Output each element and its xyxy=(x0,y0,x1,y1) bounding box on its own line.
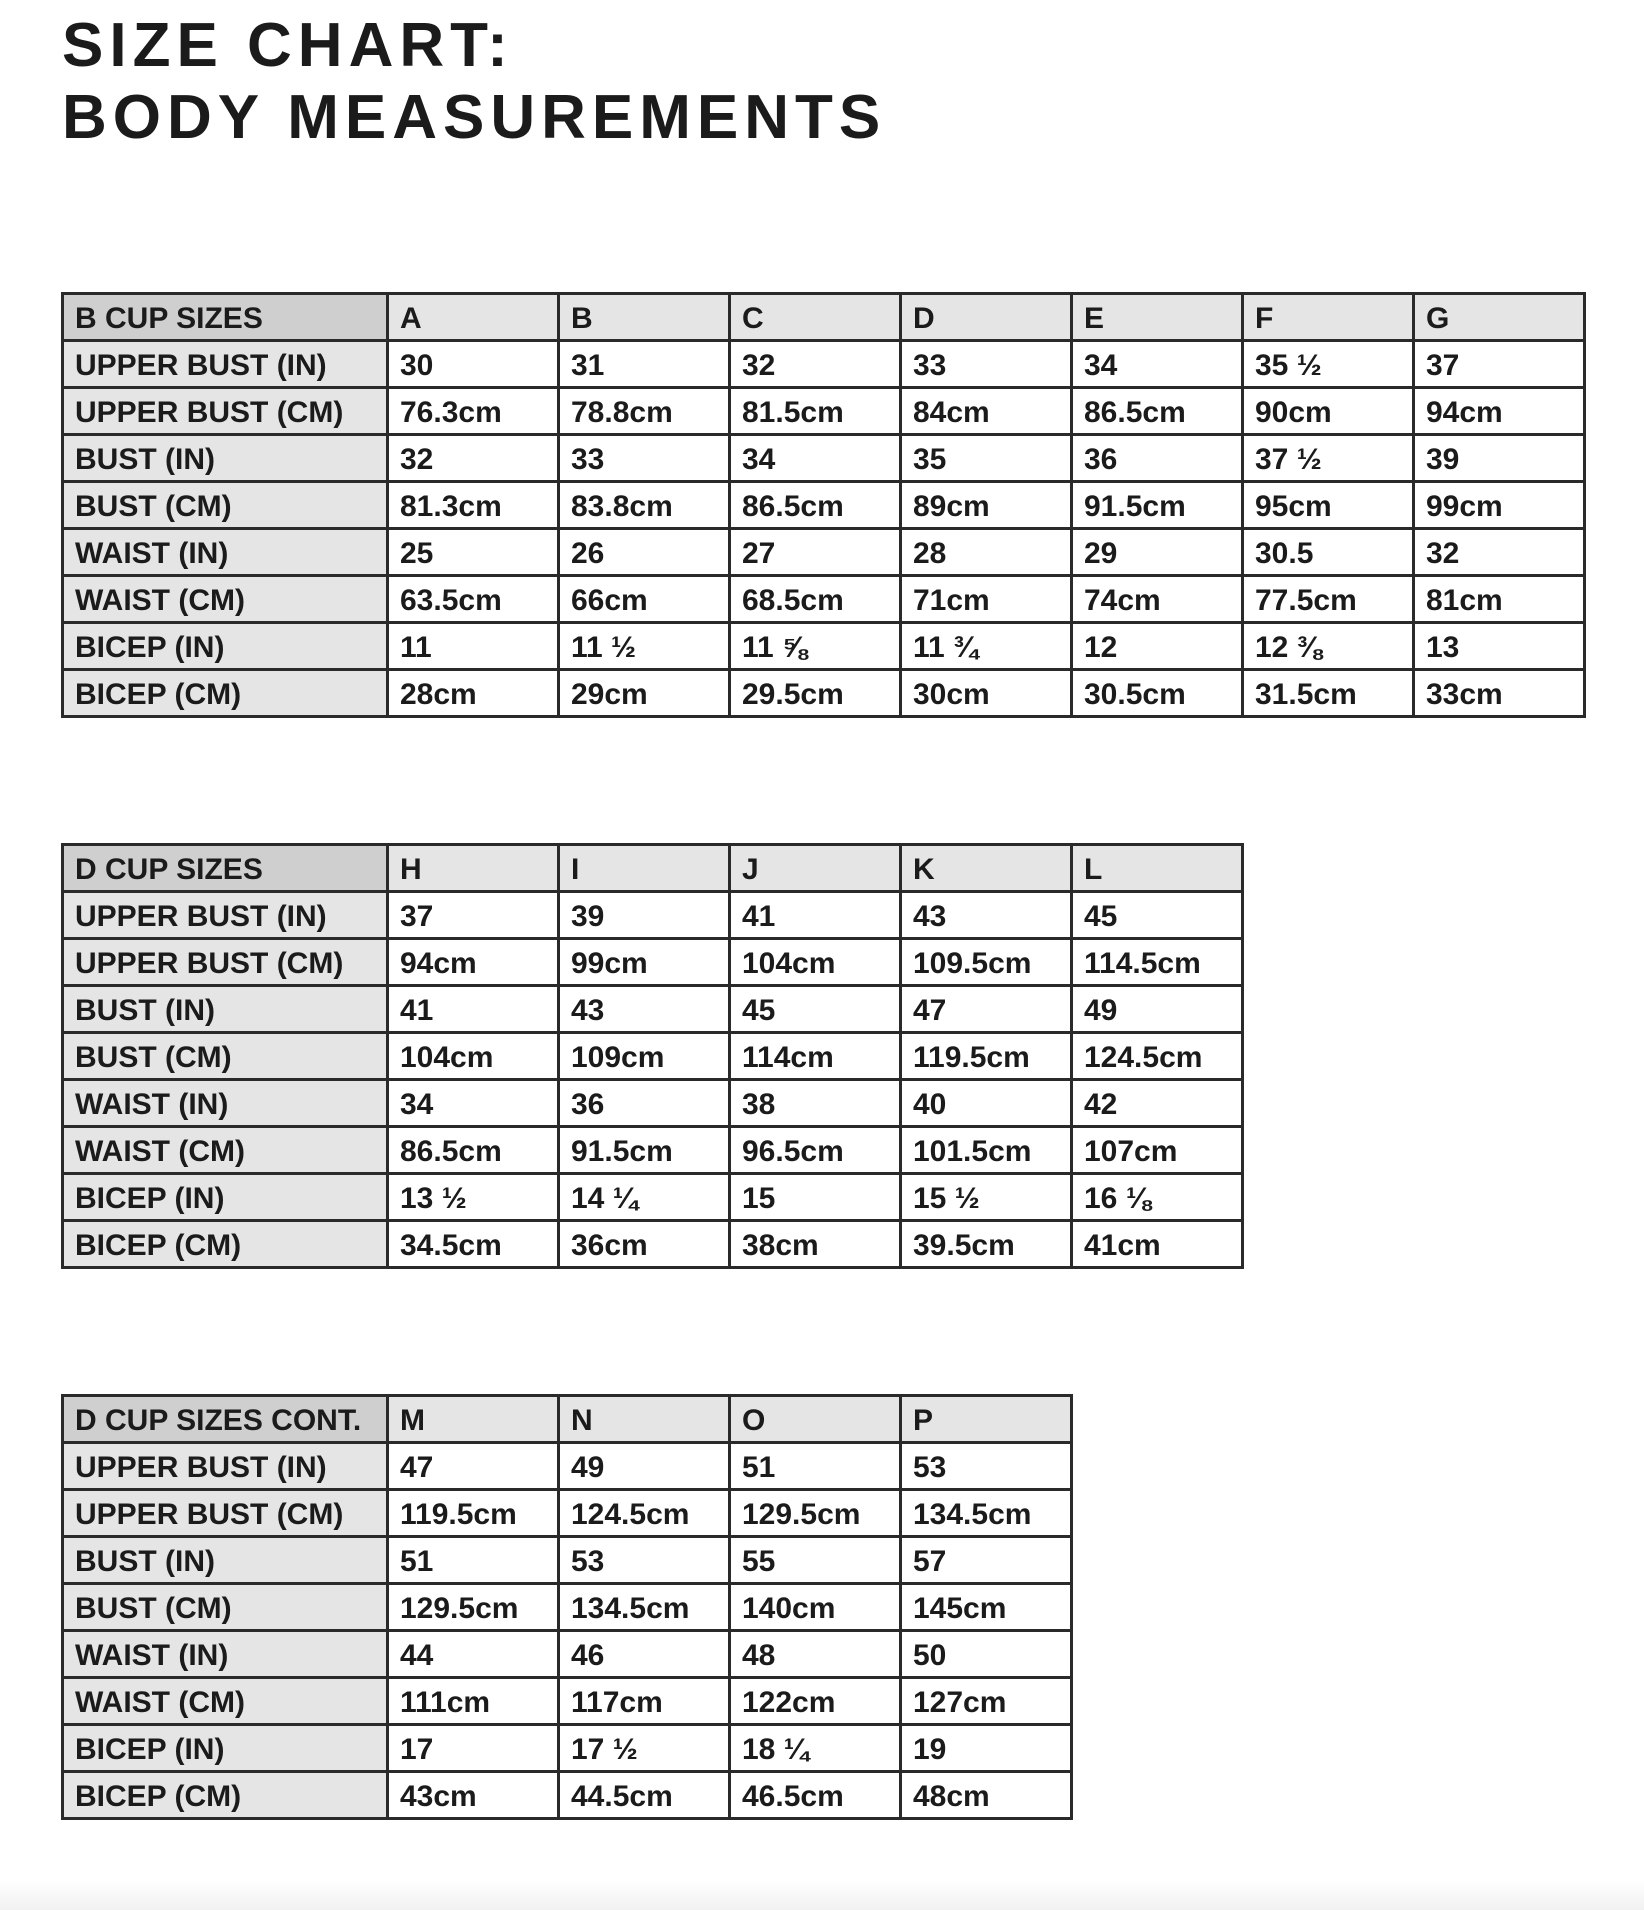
measurement-value: 99cm xyxy=(559,939,730,986)
measurement-value: 84cm xyxy=(901,388,1072,435)
measurement-value: 74cm xyxy=(1072,576,1243,623)
measurement-value: 57 xyxy=(901,1537,1072,1584)
measurement-value: 42 xyxy=(1072,1080,1243,1127)
measurement-value: 140cm xyxy=(730,1584,901,1631)
measurement-value: 76.3cm xyxy=(388,388,559,435)
measurement-label: BUST (IN) xyxy=(63,986,388,1033)
measurement-value: 53 xyxy=(559,1537,730,1584)
measurement-value: 91.5cm xyxy=(559,1127,730,1174)
table-row xyxy=(63,986,1243,1033)
table-row xyxy=(63,1033,1243,1080)
measurement-value: 32 xyxy=(388,435,559,482)
table-row xyxy=(63,1221,1243,1268)
table-row xyxy=(63,1631,1072,1678)
measurement-value: 95cm xyxy=(1243,482,1414,529)
measurement-label: WAIST (CM) xyxy=(63,576,388,623)
measurement-value: 17 xyxy=(388,1725,559,1772)
measurement-value: 129.5cm xyxy=(730,1490,901,1537)
measurement-value: 36cm xyxy=(559,1221,730,1268)
table-row xyxy=(63,576,1585,623)
measurement-value: 119.5cm xyxy=(901,1033,1072,1080)
measurement-value: 50 xyxy=(901,1631,1072,1678)
measurement-value: 91.5cm xyxy=(1072,482,1243,529)
measurement-value: 39.5cm xyxy=(901,1221,1072,1268)
measurement-value: 49 xyxy=(1072,986,1243,1033)
size-label: G xyxy=(1414,294,1585,341)
measurement-label: UPPER BUST (CM) xyxy=(63,388,388,435)
size-label: A xyxy=(388,294,559,341)
measurement-value: 104cm xyxy=(388,1033,559,1080)
measurement-value: 71cm xyxy=(901,576,1072,623)
size-label: I xyxy=(559,845,730,892)
measurement-value: 35 xyxy=(901,435,1072,482)
measurement-value: 11 xyxy=(388,623,559,670)
measurement-value: 34 xyxy=(1072,341,1243,388)
table-row xyxy=(63,435,1585,482)
measurement-value: 17 ½ xyxy=(559,1725,730,1772)
measurement-value: 19 xyxy=(901,1725,1072,1772)
table-header-row xyxy=(63,845,1243,892)
measurement-value: 68.5cm xyxy=(730,576,901,623)
measurement-label: BUST (CM) xyxy=(63,482,388,529)
measurement-value: 51 xyxy=(730,1443,901,1490)
size-label: H xyxy=(388,845,559,892)
measurement-value: 38cm xyxy=(730,1221,901,1268)
measurement-value: 36 xyxy=(559,1080,730,1127)
measurement-value: 40 xyxy=(901,1080,1072,1127)
measurement-value: 129.5cm xyxy=(388,1584,559,1631)
table-row xyxy=(63,341,1585,388)
measurement-value: 145cm xyxy=(901,1584,1072,1631)
table-row xyxy=(63,1174,1243,1221)
measurement-value: 114.5cm xyxy=(1072,939,1243,986)
size-label: E xyxy=(1072,294,1243,341)
size-label: M xyxy=(388,1396,559,1443)
measurement-value: 11 ¾ xyxy=(901,623,1072,670)
table-row xyxy=(63,1772,1072,1819)
measurement-label: UPPER BUST (IN) xyxy=(63,892,388,939)
size-label: F xyxy=(1243,294,1414,341)
measurement-value: 47 xyxy=(388,1443,559,1490)
measurement-label: BICEP (CM) xyxy=(63,1221,388,1268)
measurement-value: 90cm xyxy=(1243,388,1414,435)
measurement-value: 48 xyxy=(730,1631,901,1678)
measurement-value: 78.8cm xyxy=(559,388,730,435)
d-cup-cont-size-table xyxy=(61,1394,1073,1820)
measurement-value: 55 xyxy=(730,1537,901,1584)
measurement-value: 12 ⅜ xyxy=(1243,623,1414,670)
measurement-value: 77.5cm xyxy=(1243,576,1414,623)
table-row xyxy=(63,1127,1243,1174)
measurement-value: 30cm xyxy=(901,670,1072,717)
measurement-value: 63.5cm xyxy=(388,576,559,623)
measurement-value: 81.3cm xyxy=(388,482,559,529)
measurement-label: UPPER BUST (CM) xyxy=(63,939,388,986)
measurement-label: BUST (IN) xyxy=(63,1537,388,1584)
measurement-value: 15 xyxy=(730,1174,901,1221)
size-label: D xyxy=(901,294,1072,341)
measurement-value: 41 xyxy=(730,892,901,939)
table-row xyxy=(63,1537,1072,1584)
measurement-value: 37 xyxy=(388,892,559,939)
size-label: C xyxy=(730,294,901,341)
table-row xyxy=(63,482,1585,529)
table-header-row xyxy=(63,294,1585,341)
measurement-label: UPPER BUST (IN) xyxy=(63,341,388,388)
b-cup-size-table xyxy=(61,292,1586,718)
measurement-value: 32 xyxy=(730,341,901,388)
size-label: O xyxy=(730,1396,901,1443)
measurement-value: 18 ¼ xyxy=(730,1725,901,1772)
measurement-value: 36 xyxy=(1072,435,1243,482)
measurement-value: 119.5cm xyxy=(388,1490,559,1537)
size-label: K xyxy=(901,845,1072,892)
measurement-value: 101.5cm xyxy=(901,1127,1072,1174)
measurement-value: 32 xyxy=(1414,529,1585,576)
measurement-value: 13 xyxy=(1414,623,1585,670)
measurement-value: 11 ½ xyxy=(559,623,730,670)
title-line-1: SIZE CHART: xyxy=(62,11,514,80)
measurement-label: WAIST (IN) xyxy=(63,529,388,576)
measurement-value: 117cm xyxy=(559,1678,730,1725)
measurement-value: 13 ½ xyxy=(388,1174,559,1221)
measurement-value: 83.8cm xyxy=(559,482,730,529)
measurement-value: 45 xyxy=(1072,892,1243,939)
measurement-value: 114cm xyxy=(730,1033,901,1080)
measurement-value: 28cm xyxy=(388,670,559,717)
measurement-value: 43 xyxy=(559,986,730,1033)
measurement-value: 33 xyxy=(559,435,730,482)
measurement-value: 12 xyxy=(1072,623,1243,670)
measurement-label: BICEP (IN) xyxy=(63,623,388,670)
table-row xyxy=(63,1725,1072,1772)
table-row xyxy=(63,1080,1243,1127)
measurement-value: 29 xyxy=(1072,529,1243,576)
d-cup-size-table xyxy=(61,843,1244,1269)
measurement-value: 48cm xyxy=(901,1772,1072,1819)
page-bottom-shade xyxy=(0,1880,1644,1910)
measurement-value: 107cm xyxy=(1072,1127,1243,1174)
measurement-value: 94cm xyxy=(388,939,559,986)
measurement-value: 34.5cm xyxy=(388,1221,559,1268)
measurement-label: BICEP (IN) xyxy=(63,1174,388,1221)
measurement-value: 81cm xyxy=(1414,576,1585,623)
measurement-value: 37 xyxy=(1414,341,1585,388)
table-heading: D CUP SIZES CONT. xyxy=(63,1396,388,1443)
measurement-label: UPPER BUST (CM) xyxy=(63,1490,388,1537)
page-title xyxy=(62,10,886,154)
measurement-value: 81.5cm xyxy=(730,388,901,435)
measurement-value: 46.5cm xyxy=(730,1772,901,1819)
table-row xyxy=(63,529,1585,576)
size-label: N xyxy=(559,1396,730,1443)
measurement-label: UPPER BUST (IN) xyxy=(63,1443,388,1490)
measurement-value: 124.5cm xyxy=(1072,1033,1243,1080)
table-row xyxy=(63,670,1585,717)
measurement-value: 30.5 xyxy=(1243,529,1414,576)
measurement-value: 45 xyxy=(730,986,901,1033)
measurement-value: 134.5cm xyxy=(901,1490,1072,1537)
measurement-value: 122cm xyxy=(730,1678,901,1725)
table-row xyxy=(63,892,1243,939)
table-row xyxy=(63,388,1585,435)
measurement-value: 35 ½ xyxy=(1243,341,1414,388)
measurement-value: 41 xyxy=(388,986,559,1033)
measurement-label: BICEP (CM) xyxy=(63,670,388,717)
measurement-value: 49 xyxy=(559,1443,730,1490)
measurement-value: 127cm xyxy=(901,1678,1072,1725)
measurement-label: WAIST (CM) xyxy=(63,1678,388,1725)
measurement-label: BICEP (IN) xyxy=(63,1725,388,1772)
measurement-value: 41cm xyxy=(1072,1221,1243,1268)
measurement-value: 47 xyxy=(901,986,1072,1033)
measurement-value: 31.5cm xyxy=(1243,670,1414,717)
measurement-value: 99cm xyxy=(1414,482,1585,529)
measurement-value: 28 xyxy=(901,529,1072,576)
table-row xyxy=(63,1443,1072,1490)
table-row xyxy=(63,1490,1072,1537)
measurement-value: 104cm xyxy=(730,939,901,986)
measurement-value: 27 xyxy=(730,529,901,576)
measurement-value: 124.5cm xyxy=(559,1490,730,1537)
measurement-value: 39 xyxy=(559,892,730,939)
measurement-value: 15 ½ xyxy=(901,1174,1072,1221)
measurement-label: BUST (CM) xyxy=(63,1033,388,1080)
measurement-label: WAIST (IN) xyxy=(63,1631,388,1678)
measurement-value: 25 xyxy=(388,529,559,576)
measurement-value: 109.5cm xyxy=(901,939,1072,986)
measurement-label: WAIST (IN) xyxy=(63,1080,388,1127)
measurement-value: 86.5cm xyxy=(1072,388,1243,435)
measurement-value: 51 xyxy=(388,1537,559,1584)
measurement-value: 37 ½ xyxy=(1243,435,1414,482)
measurement-value: 33cm xyxy=(1414,670,1585,717)
table-row xyxy=(63,1584,1072,1631)
measurement-value: 86.5cm xyxy=(388,1127,559,1174)
measurement-value: 109cm xyxy=(559,1033,730,1080)
measurement-value: 26 xyxy=(559,529,730,576)
table-row xyxy=(63,623,1585,670)
measurement-value: 53 xyxy=(901,1443,1072,1490)
measurement-value: 96.5cm xyxy=(730,1127,901,1174)
measurement-value: 34 xyxy=(730,435,901,482)
size-label: P xyxy=(901,1396,1072,1443)
measurement-value: 86.5cm xyxy=(730,482,901,529)
measurement-value: 29.5cm xyxy=(730,670,901,717)
table-row xyxy=(63,939,1243,986)
measurement-label: BUST (IN) xyxy=(63,435,388,482)
measurement-value: 94cm xyxy=(1414,388,1585,435)
measurement-value: 14 ¼ xyxy=(559,1174,730,1221)
measurement-label: BUST (CM) xyxy=(63,1584,388,1631)
measurement-value: 44.5cm xyxy=(559,1772,730,1819)
measurement-value: 134.5cm xyxy=(559,1584,730,1631)
size-label: L xyxy=(1072,845,1243,892)
measurement-label: WAIST (CM) xyxy=(63,1127,388,1174)
table-row xyxy=(63,1678,1072,1725)
measurement-value: 29cm xyxy=(559,670,730,717)
table-heading: D CUP SIZES xyxy=(63,845,388,892)
measurement-value: 44 xyxy=(388,1631,559,1678)
measurement-value: 33 xyxy=(901,341,1072,388)
measurement-value: 31 xyxy=(559,341,730,388)
measurement-value: 30 xyxy=(388,341,559,388)
measurement-label: BICEP (CM) xyxy=(63,1772,388,1819)
table-heading: B CUP SIZES xyxy=(63,294,388,341)
measurement-value: 11 ⅝ xyxy=(730,623,901,670)
measurement-value: 89cm xyxy=(901,482,1072,529)
measurement-value: 43cm xyxy=(388,1772,559,1819)
measurement-value: 43 xyxy=(901,892,1072,939)
measurement-value: 30.5cm xyxy=(1072,670,1243,717)
measurement-value: 16 ⅛ xyxy=(1072,1174,1243,1221)
size-label: B xyxy=(559,294,730,341)
measurement-value: 111cm xyxy=(388,1678,559,1725)
measurement-value: 34 xyxy=(388,1080,559,1127)
size-label: J xyxy=(730,845,901,892)
measurement-value: 39 xyxy=(1414,435,1585,482)
table-header-row xyxy=(63,1396,1072,1443)
measurement-value: 46 xyxy=(559,1631,730,1678)
title-line-2: BODY MEASUREMENTS xyxy=(62,83,887,152)
measurement-value: 66cm xyxy=(559,576,730,623)
measurement-value: 38 xyxy=(730,1080,901,1127)
